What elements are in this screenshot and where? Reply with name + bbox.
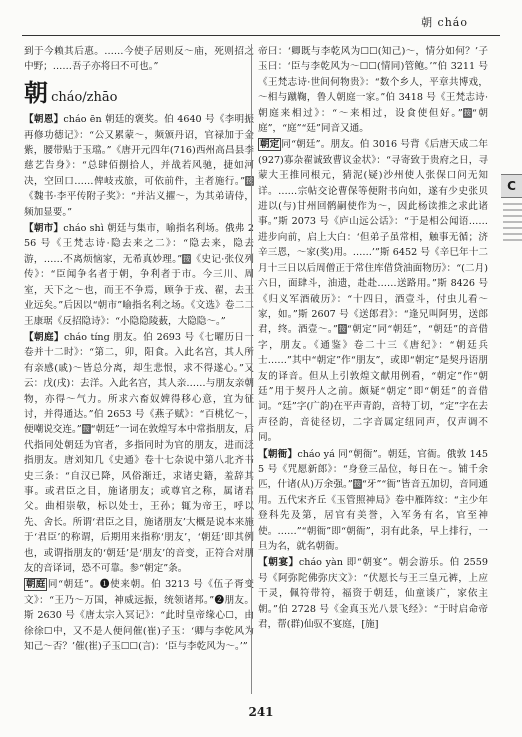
entry xyxy=(258,137,488,445)
header-rule xyxy=(22,35,500,36)
entry-note: “朝定”同“朝廷”，“朝廷”的音借字，朋友。《通鉴》卷二十三《唐纪》：“朝廷兵士……”其中“朝定”作“朋友”，或即“朝定”是契丹语朋友的译音。但从上引敦煌文献用例看，“朝定”作“朝廷”用于契丹人之前。颇疑“朝定”即“朝廷”的音借词。“廷”字(广韵)在平声青韵，音特丁切，“定”字在去声径韵，音徒径切，二字音属定纽同声，仅声调不同。 xyxy=(258,324,488,444)
entry-note: “朝廷”一词在敦煌写本中常指朋友，后代指同处朝廷为官者，多指同时为官的朋友，进而泛指朋友。唐刘知几《史通》卷十七杂说中第八北齐书史三条：“自汉已降，风俗渐迁，求诸史籍，羞辞其事。或君臣之目，施诸朋友；或尊官之称，属诸君父。曲相崇敬，标以处士，王孙；辄为帝王，呼以先、舍长。所谓‘君臣之目，施诸朋友’大概是说本来施于‘君臣’的称谓，后期用来指称‘朋友’，‘朝廷’即其例也，或谓指朋友的‘朝廷’是‘朋友’的音变，正符合对朋友的音译词，恐不可靠。参“朝定”条。 xyxy=(24,424,254,574)
entry-note: “牙”“衙”皆音五加切，音同通用。五代宋齐丘《玉管照神局》卷中雁阵纹：“主少年登科先及第，居官有美誉，入军务有名，官至神使。……”“朝衙”即“朝衙”，羽有此条，早上排行，一旦为名，就名朝衙。 xyxy=(258,479,488,552)
note-tag: 按 xyxy=(353,480,361,489)
section-tab: C xyxy=(501,174,522,198)
thumb-index-lines xyxy=(503,203,522,245)
entry-term: 【朝市】 xyxy=(24,223,64,235)
note-tag: 按 xyxy=(463,108,471,117)
entry xyxy=(258,555,488,632)
headword-char: 朝 xyxy=(24,77,48,107)
entry-term: 【朝衙】 xyxy=(258,448,298,460)
entry xyxy=(258,447,488,555)
note-tag: 按 xyxy=(183,254,191,263)
note-tag: 按 xyxy=(82,425,90,434)
entry xyxy=(24,221,254,329)
continuation-text: 到于今赖其后惠。……今使子居则反～庙，死则招之中野；……吾子亦将曰不可也。” xyxy=(24,46,254,73)
headword-pinyin: cháo/zhāo xyxy=(51,89,118,105)
note-tag: 按 xyxy=(338,325,346,334)
page-number: 241 xyxy=(248,705,274,719)
entry-term: 朝定 xyxy=(260,139,280,151)
entry-term: 【朝恩】 xyxy=(24,114,64,126)
entry-body: cháo yá 同“朝衙”。朝廷，官衙。俄敦 1455 号《咒愿新郎》：“身登三品位，每日在～。铺千余匹，什诸(从)万余强。” xyxy=(258,448,488,491)
column-divider xyxy=(251,44,252,694)
entry-body: cháo ēn 朝廷的褒奖。伯 4640 号《李明振再修功德记》：“公又累蒙～，频颁丹诏，官禄加于金紫，腰带贴于玉璫。”《唐开元四年(716)西州高昌县李慈艺告身》：“总肆佰捌拾人，并战若风驰，捷如河决，空回口……俾岐戎旅，可依前件，主者施行。” xyxy=(24,114,254,187)
entry-body: 同“朝廷”。❶使来朝。伯 3213 号《伍子胥变文》：“王乃～万国，神威远振，统领诸邦。”❷朋友。斯 2630 号《唐太宗入冥记》：“此时皇帝缘心☐，由徐徐☐中，又不是人便问催(崔)子玉：‘卿与李乾风为知己～否？’催(崔)子玉☐☐(言)：‘臣与李乾风为～。’” xyxy=(24,579,254,653)
entry-body: cháo yàn 即“朝宴”。朝会游乐。伯 2559 号《阿弥陀佛弥庆文》：“伏愿长与王三皇元裤，上应干灵，佩符带符，福资于朝廷，仙童谈广，家依主朝。”伯 2728 号《金真玉光八景飞经》：“于时启命帝君，帮(群)仙驭不宴庭，[施] xyxy=(258,557,488,631)
entry xyxy=(24,577,254,654)
note-tag: 按 xyxy=(246,176,253,185)
entry-body: 同“朝廷”。朋友。伯 3016 号背《后唐天成二年(927)寡杂翟诚致曹议金状》：“寻寄致于贵府之日，寻蒙大王推同根元，猜泥(疑)沙州使人张保口问无知详。……宗帖交论曹保等便附书向如，遂有少史张贝进以(与)甘州回鹘嗣使作为～，因此杨读推之求此诸事。”斯 2073 号《庐山远公话》：“于是相公闻语……进步向前，启上大白：‘但弟子虽常相，触事无循；济辛三恩，～家(奖)用。……’”斯 6452 号《辛巳年十二月十三日以后周僧正于常住库借贷油面物历》：“(二月)六日，面肆斗，油遗，赴赴……送路用。”斯 8426 号《归义军酒破历》：“十四日，酒壹斗，付虫儿看～家，如。”斯 2607 号《送郎君》：“逢兄叫阿男，送郎君，终。酒壹～。” xyxy=(258,139,488,336)
entry xyxy=(24,330,254,577)
entry-body: cháo shì 朝廷与集市，喻指名利场。俄弗 256 号《王梵志诗·隐去来之二》：“隐去来，隐去游，……不离烦恼家，无希真妙理。” xyxy=(24,223,254,265)
running-head: 朝 cháo xyxy=(421,16,468,29)
continuation-note: “朝庭”，“庭”“廷”同音又通。 xyxy=(258,107,488,135)
entry-term: 【朝庭】 xyxy=(24,331,64,343)
right-column xyxy=(258,44,488,633)
entry-term: 【朝宴】 xyxy=(258,557,299,569)
headword xyxy=(24,77,254,107)
entry xyxy=(24,112,254,220)
entry-term: 朝庭 xyxy=(26,579,46,591)
continuation-body: 帝曰：‘卿既与李乾风为☐☐(知己)～，情分如何？’子玉曰：‘臣与李乾风为～☐☐(情同)管鲍。’”伯 3211 号《王梵志诗·世间何物贵》：“数个乡人，平章共博戏，～相与蹴鞠，鲁人朝庭一家。”伯 3418 号《王梵志诗·朝庭来相过》：“～来相过，设食使但好。” xyxy=(258,46,488,119)
left-column xyxy=(24,44,254,655)
entry-body: cháo tíng 朋友。伯 2693 号《七曜历日一卷并十二时》：“第二，卯，阳食。入此名宫，其人所有亲感(戚)～皆总分离，却生悲恨，求不得遂心。”又云：戊(戌)：去洋。入此名宫，其人亲……与朋友亲朝物，亦得～气力。所求六畜奴婢得移心意，宜为征讨，并得通达。”伯 2653 号《燕子赋》：“百桃忆～，便嘲说交连。” xyxy=(24,331,255,436)
entry-note: 《史记·张仪列传》：“臣闻争名者于朝，争利者于市。今三川、周室，天下之～也，而王不争焉，顾争于戎、翟，去王业远矣。”后因以“朝市”喻指名利之场。《文选》卷二二王康琚《反招隐诗》：“小隐隐陵薮，大隐隐～。” xyxy=(24,253,254,327)
continuation-text xyxy=(258,44,488,136)
entry-note: 《魏书·李平传附子奖》：“并沾义擢～，为其弟请侍，频加显要。” xyxy=(24,191,254,218)
